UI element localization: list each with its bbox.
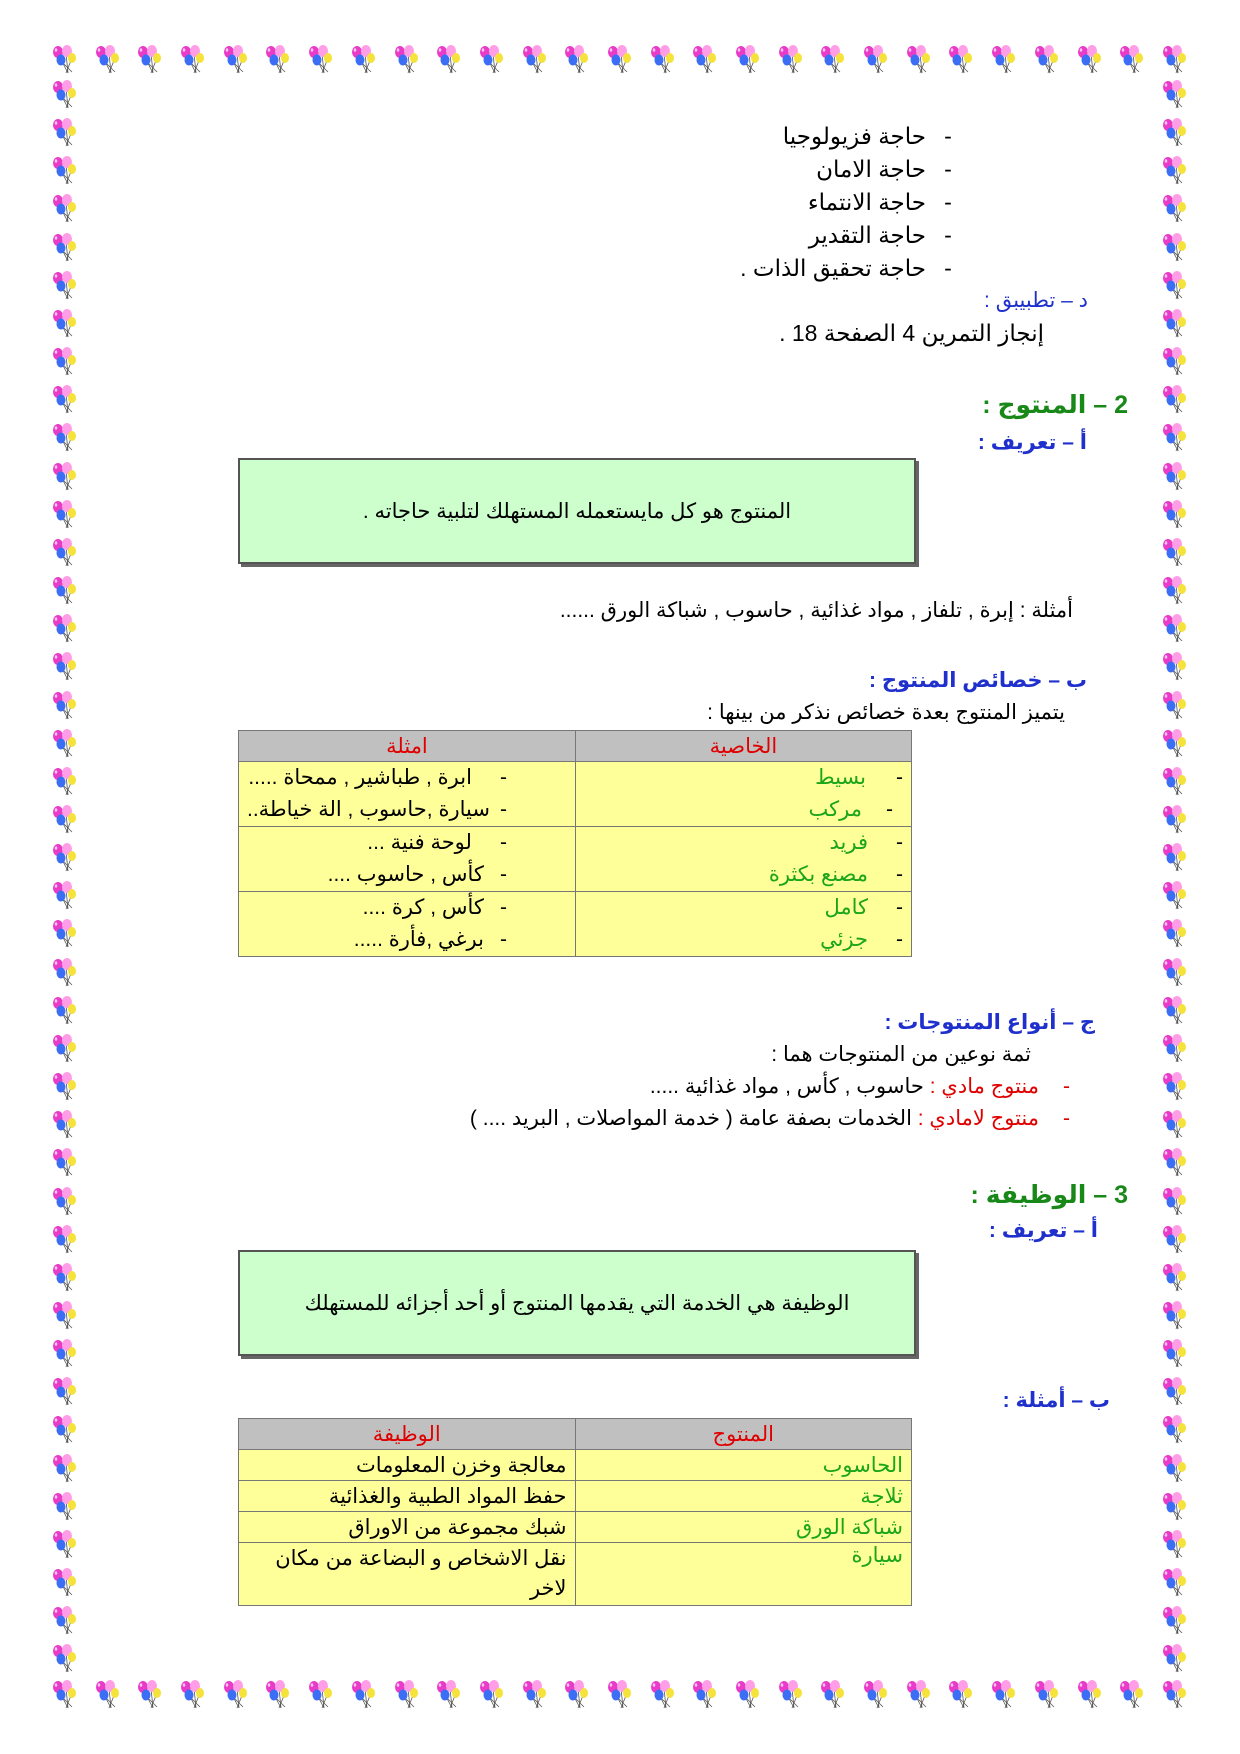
list-item: - حاجة تحقيق الذات . [740, 255, 952, 281]
balloon-cluster-icon [50, 843, 80, 873]
balloon-cluster-icon [263, 45, 293, 75]
balloon-cluster-icon [93, 1680, 123, 1710]
balloon-cluster-icon [1160, 1225, 1190, 1255]
properties-table [238, 730, 912, 957]
balloon-cluster-icon [306, 1680, 336, 1710]
balloon-cluster-icon [1160, 1148, 1190, 1178]
balloon-cluster-icon [50, 805, 80, 835]
balloon-cluster-icon [946, 1680, 976, 1710]
balloon-cluster-icon [50, 1568, 80, 1598]
balloon-cluster-icon [1117, 45, 1147, 75]
application-text: إنجاز التمرين 4 الصفحة 18 . [779, 320, 1044, 346]
table-row [239, 762, 912, 827]
border-bottom [50, 1680, 1190, 1710]
table-cell: -لوحة فنية ... -كأس , حاسوب .... [239, 827, 576, 892]
needs-list [740, 120, 970, 285]
type-item-immaterial: -منتوج لامادي : الخدمات بصفة عامة ( خدمة المواصلات , البريد .... ) [469, 1107, 1070, 1130]
balloon-cluster-icon [434, 1680, 464, 1710]
table-header: الوظيفة [239, 1419, 576, 1450]
balloon-cluster-icon [50, 729, 80, 759]
section3-title: 3 – الوظيفة : [970, 1181, 1128, 1209]
balloon-cluster-icon [1160, 423, 1190, 453]
balloon-cluster-icon [1160, 1034, 1190, 1064]
balloon-cluster-icon [1160, 1644, 1190, 1674]
table-cell: شبك مجموعة من الاوراق [239, 1512, 576, 1543]
function-table [238, 1418, 912, 1606]
balloon-cluster-icon [1160, 1454, 1190, 1484]
balloon-cluster-icon [50, 1034, 80, 1064]
balloon-cluster-icon [50, 1148, 80, 1178]
balloon-cluster-icon [50, 1454, 80, 1484]
balloon-cluster-icon [50, 309, 80, 339]
balloon-cluster-icon [1160, 691, 1190, 721]
balloon-cluster-icon [1075, 45, 1105, 75]
balloon-cluster-icon [50, 423, 80, 453]
balloon-cluster-icon [1160, 576, 1190, 606]
balloon-cluster-icon [178, 45, 208, 75]
balloon-cluster-icon [50, 80, 80, 110]
balloon-cluster-icon [50, 1072, 80, 1102]
balloon-cluster-icon [1160, 958, 1190, 988]
balloon-cluster-icon [1160, 1301, 1190, 1331]
balloon-cluster-icon [1160, 1072, 1190, 1102]
table-cell: نقل الاشخاص و البضاعة من مكان لاخر [239, 1543, 576, 1606]
balloon-cluster-icon [989, 45, 1019, 75]
balloon-cluster-icon [50, 1492, 80, 1522]
section3-def-label: أ – تعريف : [988, 1219, 1098, 1242]
balloon-cluster-icon [434, 45, 464, 75]
balloon-cluster-icon [1160, 919, 1190, 949]
balloon-cluster-icon [392, 1680, 422, 1710]
balloon-cluster-icon [520, 45, 550, 75]
balloon-cluster-icon [1032, 45, 1062, 75]
product-examples: أمثلة : إبرة , تلفاز , مواد غذائية , حاسوب , شباكة الورق ...... [559, 599, 1073, 622]
table-cell: الحاسوب [575, 1450, 912, 1481]
balloon-cluster-icon [50, 1301, 80, 1331]
balloon-cluster-icon [989, 1680, 1019, 1710]
balloon-cluster-icon [904, 1680, 934, 1710]
balloon-cluster-icon [50, 1644, 80, 1674]
list-item: - حاجة الامان [816, 156, 952, 182]
balloon-cluster-icon [733, 1680, 763, 1710]
balloon-cluster-icon [50, 385, 80, 415]
balloon-cluster-icon [50, 1377, 80, 1407]
balloon-cluster-icon [1032, 1680, 1062, 1710]
balloon-cluster-icon [1160, 1187, 1190, 1217]
balloon-cluster-icon [776, 45, 806, 75]
balloon-cluster-icon [50, 118, 80, 148]
balloon-cluster-icon [1160, 1339, 1190, 1369]
balloon-cluster-icon [1160, 1415, 1190, 1445]
balloon-cluster-icon [477, 1680, 507, 1710]
section2-title: 2 – المنتوج : [982, 391, 1128, 419]
balloon-cluster-icon [306, 45, 336, 75]
list-item: - حاجة فزيولوجيا [782, 123, 952, 149]
balloon-cluster-icon [1160, 385, 1190, 415]
balloon-cluster-icon [1160, 156, 1190, 186]
balloon-cluster-icon [50, 881, 80, 911]
table-row [239, 827, 912, 892]
table-row [239, 1512, 912, 1543]
balloon-cluster-icon [221, 45, 251, 75]
balloon-cluster-icon [861, 45, 891, 75]
list-item: - حاجة الانتماء [807, 189, 952, 215]
props-label: ب – خصائص المنتوج : [869, 669, 1087, 692]
balloon-cluster-icon [50, 500, 80, 530]
balloon-cluster-icon [562, 1680, 592, 1710]
balloon-cluster-icon [1160, 843, 1190, 873]
balloon-cluster-icon [50, 996, 80, 1026]
balloon-cluster-icon [50, 958, 80, 988]
product-definition-text: المنتوج هو كل مايستعمله المستهلك لتلبية حاجاته . [362, 499, 792, 523]
balloon-cluster-icon [1160, 347, 1190, 377]
balloon-cluster-icon [1160, 80, 1190, 110]
balloon-cluster-icon [690, 45, 720, 75]
balloon-cluster-icon [605, 1680, 635, 1710]
balloon-cluster-icon [50, 652, 80, 682]
border-right [1160, 80, 1190, 1675]
balloon-cluster-icon [50, 1263, 80, 1293]
table-row [239, 892, 912, 957]
balloon-cluster-icon [135, 45, 165, 75]
balloon-cluster-icon [50, 919, 80, 949]
balloon-cluster-icon [50, 233, 80, 263]
balloon-cluster-icon [50, 194, 80, 224]
balloon-cluster-icon [1160, 118, 1190, 148]
balloon-cluster-icon [349, 45, 379, 75]
balloon-cluster-icon [946, 45, 976, 75]
balloon-cluster-icon [50, 45, 80, 75]
table-cell: سيارة [575, 1543, 912, 1606]
balloon-cluster-icon [1160, 729, 1190, 759]
balloon-cluster-icon [1160, 1568, 1190, 1598]
table-cell: -كأس , كرة .... -برغي ,فأرة ..... [239, 892, 576, 957]
balloon-cluster-icon [50, 538, 80, 568]
balloon-cluster-icon [1075, 1680, 1105, 1710]
table-row [239, 1481, 912, 1512]
balloon-cluster-icon [50, 462, 80, 492]
balloon-cluster-icon [1160, 194, 1190, 224]
function-definition-box [238, 1250, 916, 1356]
balloon-cluster-icon [1160, 500, 1190, 530]
balloon-cluster-icon [648, 45, 678, 75]
border-top [50, 45, 1190, 75]
balloon-cluster-icon [50, 1225, 80, 1255]
border-left [50, 80, 80, 1675]
table-cell: -فريد -مصنع بكثرة [575, 827, 911, 892]
type-item-material: -منتوج مادي : حاسوب , كأس , مواد غذائية ..... [649, 1075, 1070, 1098]
balloon-cluster-icon [221, 1680, 251, 1710]
balloon-cluster-icon [1160, 309, 1190, 339]
balloon-cluster-icon [1160, 1492, 1190, 1522]
table-header-row [239, 731, 912, 762]
balloon-cluster-icon [861, 1680, 891, 1710]
types-intro: ثمة نوعين من المنتوجات هما : [771, 1043, 1031, 1066]
balloon-cluster-icon [1160, 881, 1190, 911]
product-definition-box [238, 458, 916, 564]
balloon-cluster-icon [1160, 652, 1190, 682]
table-cell: معالجة وخزن المعلومات [239, 1450, 576, 1481]
table-row [239, 1450, 912, 1481]
balloon-cluster-icon [1160, 1680, 1190, 1710]
table-cell: ثلاجة [575, 1481, 912, 1512]
balloon-cluster-icon [1160, 767, 1190, 797]
section2-def-label: أ – تعريف : [977, 431, 1087, 454]
balloon-cluster-icon [477, 45, 507, 75]
table-row [239, 1543, 912, 1606]
balloon-cluster-icon [1160, 805, 1190, 835]
balloon-cluster-icon [50, 1680, 80, 1710]
balloon-cluster-icon [50, 1530, 80, 1560]
balloon-cluster-icon [1160, 271, 1190, 301]
balloon-cluster-icon [50, 691, 80, 721]
types-label: ج – أنواع المنتوجات : [884, 1011, 1095, 1034]
balloon-cluster-icon [50, 1606, 80, 1636]
balloon-cluster-icon [818, 45, 848, 75]
balloon-cluster-icon [50, 156, 80, 186]
balloon-cluster-icon [562, 45, 592, 75]
props-intro: يتميز المنتوج بعدة خصائص نذكر من بينها : [707, 701, 1065, 724]
balloon-cluster-icon [733, 45, 763, 75]
table-header: المنتوج [575, 1419, 912, 1450]
balloon-cluster-icon [392, 45, 422, 75]
balloon-cluster-icon [263, 1680, 293, 1710]
table-header-row [239, 1419, 912, 1450]
balloon-cluster-icon [818, 1680, 848, 1710]
balloon-cluster-icon [178, 1680, 208, 1710]
balloon-cluster-icon [1160, 45, 1190, 75]
balloon-cluster-icon [776, 1680, 806, 1710]
balloon-cluster-icon [50, 1187, 80, 1217]
balloon-cluster-icon [1160, 1530, 1190, 1560]
balloon-cluster-icon [1160, 233, 1190, 263]
balloon-cluster-icon [349, 1680, 379, 1710]
balloon-cluster-icon [1160, 614, 1190, 644]
balloon-cluster-icon [135, 1680, 165, 1710]
balloon-cluster-icon [1160, 1263, 1190, 1293]
balloon-cluster-icon [50, 1415, 80, 1445]
table-header: الخاصية [575, 731, 911, 762]
balloon-cluster-icon [93, 45, 123, 75]
table-header: امثلة [239, 731, 576, 762]
balloon-cluster-icon [1160, 538, 1190, 568]
application-label: د – تطبيبق : [984, 289, 1088, 312]
table-cell: -كامل -جزئي [575, 892, 911, 957]
balloon-cluster-icon [50, 767, 80, 797]
balloon-cluster-icon [605, 45, 635, 75]
balloon-cluster-icon [904, 45, 934, 75]
function-definition-text: الوظيفة هي الخدمة التي يقدمها المنتوج أو أحد أجزائه للمستهلك [304, 1291, 850, 1315]
balloon-cluster-icon [1160, 462, 1190, 492]
balloon-cluster-icon [520, 1680, 550, 1710]
list-item: - حاجة التقدير [808, 222, 952, 248]
balloon-cluster-icon [690, 1680, 720, 1710]
balloon-cluster-icon [50, 576, 80, 606]
balloon-cluster-icon [50, 1339, 80, 1369]
balloon-cluster-icon [50, 1110, 80, 1140]
balloon-cluster-icon [1160, 996, 1190, 1026]
balloon-cluster-icon [50, 271, 80, 301]
balloon-cluster-icon [50, 347, 80, 377]
balloon-cluster-icon [1117, 1680, 1147, 1710]
table-cell: -بسيط -مركب [575, 762, 911, 827]
balloon-cluster-icon [1160, 1606, 1190, 1636]
balloon-cluster-icon [1160, 1110, 1190, 1140]
balloon-cluster-icon [648, 1680, 678, 1710]
table-cell: حفظ المواد الطبية والغذائية [239, 1481, 576, 1512]
table-cell: شباكة الورق [575, 1512, 912, 1543]
table-cell: -ابرة , طباشير , ممحاة ..... -سيارة ,حاسوب , الة خياطة.. [239, 762, 576, 827]
balloon-cluster-icon [1160, 1377, 1190, 1407]
examples-label: ب – أمثلة : [1002, 1389, 1110, 1412]
balloon-cluster-icon [50, 614, 80, 644]
